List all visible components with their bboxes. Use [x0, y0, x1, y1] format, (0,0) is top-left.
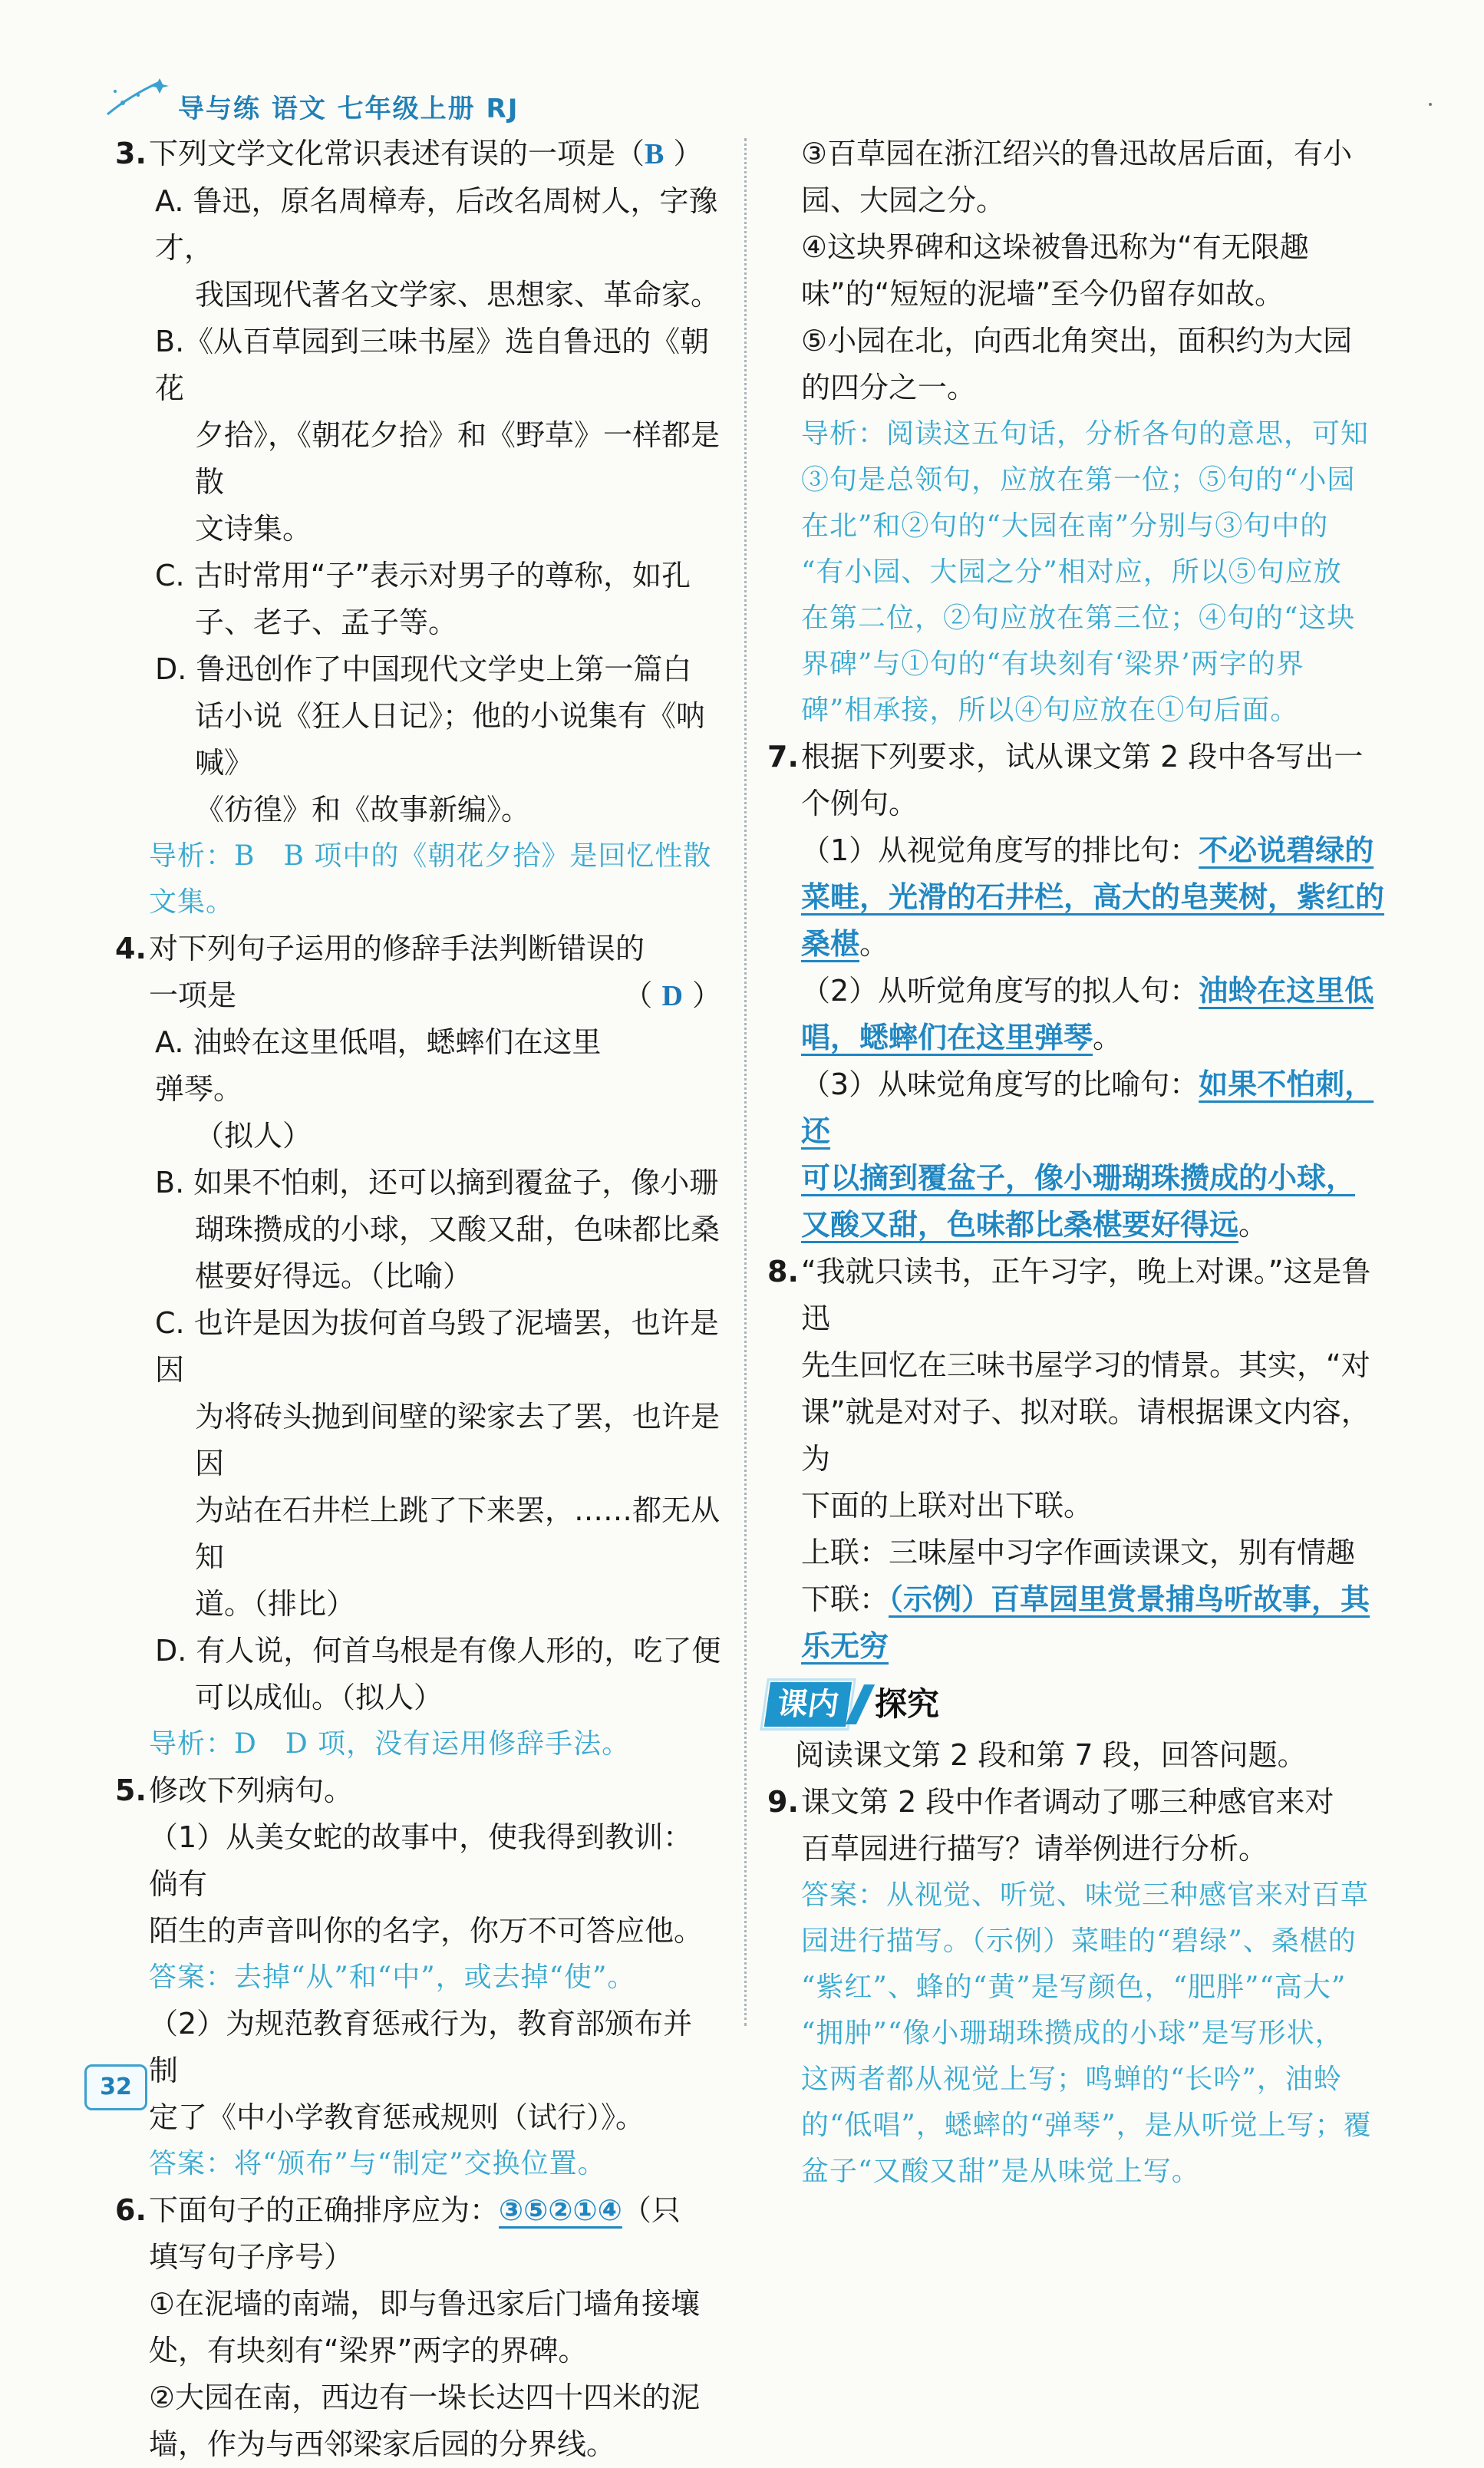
question-number: 4. [115, 932, 147, 965]
fill-answer: 油蛉在这里低 [1199, 974, 1374, 1008]
question-6 [115, 2187, 721, 2468]
option-a [155, 1019, 721, 1160]
sentence-line: 墙，作为与西邻梁家后园的分界线。 [149, 2427, 616, 2461]
option-line: 我国现代著名文学家、思想家、革命家。 [195, 278, 721, 312]
answer-paren: （ D ） [623, 978, 721, 1012]
fill-answer: 唱，蟋蟀们在这里弹琴 [801, 1021, 1093, 1054]
analysis-line: 导析：阅读这五句话，分析各句的意思，可知 [801, 418, 1370, 450]
analysis-line: 导析：D D 项，没有运用修辞手法。 [149, 1728, 631, 1760]
question-stem: 个例句。 [801, 787, 918, 820]
paren-close: ） [673, 137, 703, 170]
answer [801, 1872, 1393, 2195]
option-line: A. 鲁迅，原名周樟寿，后改名周树人，字豫才， [155, 184, 718, 265]
sentence-line: 处，有块刻有“梁界”两字的界碑。 [149, 2334, 588, 2367]
question-number: 8. [767, 1255, 799, 1288]
option-line: 道。（排比） [195, 1587, 356, 1621]
sub-question-line: 定了《中小学教育惩戒规则（试行）》。 [149, 2100, 645, 2134]
sub-question-2 [149, 2001, 721, 2187]
sentence-line: ③百草园在浙江绍兴的鲁迅故居后面，有小 [801, 137, 1353, 170]
section-title: 探究 [875, 1685, 940, 1723]
sentence-line: ①在泥墙的南端，即与鲁迅家后门墙角接壤 [149, 2287, 701, 2321]
option-line: D. 鲁迅创作了中国现代文学史上第一篇白 [155, 652, 692, 686]
question-4 [115, 926, 721, 1767]
section-header [767, 1681, 1393, 1727]
option-b [155, 1160, 721, 1300]
question-stem: 先生回忆在三味书屋学习的情景。其实，“对 [801, 1348, 1370, 1382]
question-stem: 填写句子序号） [149, 2240, 354, 2274]
page-header [107, 83, 519, 129]
option-line: 《彷徨》和《故事新编》。 [195, 793, 531, 827]
upper-couplet: 上联：三味屋中习字作画读课文，别有情趣 [801, 1536, 1356, 1569]
option-line: 为站在石井栏上跳了下来罢，……都无从知 [195, 1493, 721, 1574]
option-c [155, 553, 721, 646]
option-line: 为将砖头抛到间壁的梁家去了罢，也许是因 [195, 1400, 721, 1480]
answer-line: 这两者都从视觉上写；鸣蝉的“长吟”，油蛉 [801, 2064, 1342, 2095]
section-intro: 阅读课文第 2 段和第 7 段，回答问题。 [795, 1738, 1307, 1772]
analysis-line: ③句是总领句，应放在第一位；⑤句的“小园 [801, 464, 1356, 496]
fill-answer: 桑椹 [801, 927, 860, 961]
sub-question-line: （2）为规范教育惩戒行为，教育部颁布并制 [149, 2007, 693, 2087]
analysis-line: 文集。 [149, 886, 235, 918]
left-column [115, 130, 721, 2468]
question-number: 7. [767, 740, 799, 774]
column-divider [744, 138, 747, 2026]
question-number: 5. [115, 1773, 147, 1807]
sparkle-icon [100, 72, 176, 126]
sentence-line: 味”的“短短的泥墙”至今仍留存如故。 [801, 277, 1284, 311]
sub-question-1 [149, 1814, 721, 2001]
question-stem: 下面句子的正确排序应为： [149, 2193, 500, 2227]
margin-dot [1429, 103, 1432, 106]
fill-answer: （示例）百草园里赏景捕鸟听故事，其 [889, 1582, 1370, 1616]
question-3 [115, 130, 721, 926]
punctuation: 。 [859, 927, 889, 961]
answer-line: “紫红”、蜂的“黄”是写颜色，“肥胖”“高大” [801, 1971, 1347, 2003]
option-a [155, 178, 721, 318]
sub-question-label: （2）从听觉角度写的拟人句： [801, 974, 1199, 1008]
question-stem: 根据下列要求，试从课文第 2 段中各写出一 [801, 740, 1364, 774]
answer-line: 园进行描写。（示例）菜畦的“碧绿”、桑椹的 [801, 1925, 1357, 1957]
answer-line: 的“低唱”，蟋蟀的“弹琴”，是从听觉上写；覆 [801, 2110, 1372, 2141]
option-line: 可以成仙。（拟人） [195, 1681, 444, 1714]
question-stem: 课”就是对对子、拟对联。请根据课文内容，为 [801, 1395, 1370, 1476]
answer-line: 答案：去掉“从”和“中”，或去掉“使”。 [149, 1962, 636, 1993]
answer-line: 答案：从视觉、听觉、味觉三种感官来对百草 [801, 1879, 1370, 1911]
question-6-continued [767, 130, 1393, 734]
option-line: A. 油蛉在这里低唱，蟋蟀们在这里弹琴。 [155, 1025, 602, 1106]
section-badge: 课内 [764, 1682, 852, 1727]
option-line: B. 如果不怕刺，还可以摘到覆盆子，像小珊 [155, 1166, 719, 1199]
sub-question-label: （3）从味觉角度写的比喻句： [801, 1067, 1199, 1101]
option-line: 夕拾》，《朝花夕拾》和《野草》一样都是散 [195, 418, 721, 499]
sentence-line: 的四分之一。 [801, 371, 977, 404]
choice-answer: D [661, 980, 683, 1012]
option-b [155, 318, 721, 553]
option-line: D. 有人说，何首乌根是有像人形的，吃了便 [155, 1634, 721, 1668]
choice-answer: B [645, 138, 665, 170]
option-line: 椹要好得远。（比喻） [195, 1259, 473, 1293]
fill-answer: 可以摘到覆盆子，像小珊瑚珠攒成的小球， [801, 1161, 1356, 1195]
option-line: （拟人） [195, 1119, 312, 1153]
analysis-line: 碑”相承接，所以④句应放在①句后面。 [801, 695, 1299, 726]
sentence-line: ⑤小园在北，向西北角突出，面积约为大园 [801, 324, 1353, 358]
question-stem: 下列文学文化常识表述有误的一项是（ [149, 137, 645, 170]
option-d [155, 1628, 721, 1721]
question-number: 6. [115, 2193, 147, 2227]
question-8 [767, 1249, 1393, 1670]
option-line: 话小说《狂人日记》；他的小说集有《呐喊》 [195, 699, 706, 780]
analysis-line: 界碑”与①句的“有块刻有‘梁界’两字的界 [801, 648, 1304, 680]
page-number: 32 [84, 2064, 147, 2110]
header-title: 导与练 语文 七年级上册 RJ [178, 93, 519, 124]
question-7 [767, 734, 1393, 1249]
option-line: B.《从百草园到三味书屋》选自鲁迅的《朝花 [155, 325, 710, 405]
answer-line: 答案：将“颁布”与“制定”交换位置。 [149, 2148, 606, 2179]
answer-line: 盆子“又酸又甜”是从味觉上写。 [801, 2156, 1200, 2187]
option-line: C. 古时常用“子”表示对男子的尊称，如孔 [155, 559, 691, 592]
analysis [149, 833, 721, 926]
sentence-line: ④这块界碑和这垛被鲁迅称为“有无限趣 [801, 230, 1309, 264]
question-stem: “我就只读书，正午习字，晚上对课。”这是鲁迅 [801, 1255, 1371, 1335]
sub-question-line: 陌生的声音叫你的名字，你万不可答应他。 [149, 1914, 704, 1948]
analysis-line: 在第二位，②句应放在第三位；④句的“这块 [801, 602, 1356, 634]
question-number: 9. [767, 1785, 799, 1819]
fill-answer: ③⑤②①④ [499, 2193, 622, 2227]
answer-line: “拥肿”“像小珊瑚珠攒成的小球”是写形状， [801, 2018, 1344, 2049]
sentence-line: ②大园在南，西边有一垛长达四十四米的泥 [149, 2381, 701, 2414]
punctuation: 。 [1093, 1021, 1123, 1054]
sub-question-label: （1）从视觉角度写的排比句： [801, 833, 1199, 867]
question-5 [115, 1767, 721, 2187]
punctuation: 。 [1238, 1208, 1268, 1242]
option-line: 子、老子、孟子等。 [195, 605, 458, 639]
option-line: C. 也许是因为拔何首乌毁了泥墙罢，也许是因 [155, 1306, 719, 1387]
question-stem: 一项是 [149, 978, 237, 1012]
option-d [155, 646, 721, 833]
fill-answer: 乐无穷 [801, 1629, 889, 1663]
fill-answer: 不必说碧绿的 [1199, 833, 1374, 867]
fill-answer: 又酸又甜，色味都比桑椹要好得远 [801, 1208, 1239, 1242]
right-column [767, 130, 1393, 2195]
question-9 [767, 1779, 1393, 2195]
question-stem: 下面的上联对出下联。 [801, 1489, 1093, 1523]
lower-couplet-label: 下联： [801, 1582, 889, 1616]
fill-answer: 如果不怕刺，还 [801, 1067, 1374, 1148]
question-stem: 对下列句子运用的修辞手法判断错误的 [149, 932, 645, 965]
question-stem: 百草园进行描写？请举例进行分析。 [801, 1832, 1268, 1866]
sentence-line: 园、大园之分。 [801, 183, 1006, 217]
option-c [155, 1300, 721, 1628]
option-line: 瑚珠攒成的小球，又酸又甜，色味都比桑 [195, 1213, 721, 1246]
question-number: 3. [115, 137, 147, 170]
analysis-line: “有小园、大园之分”相对应，所以⑤句应放 [801, 556, 1342, 588]
question-stem: 课文第 2 段中作者调动了哪三种感官来对 [801, 1785, 1334, 1819]
analysis-line: 在北”和②句的“大园在南”分别与③句中的 [801, 510, 1329, 542]
fill-answer: 菜畦，光滑的石井栏，高大的皂荚树，紫红的 [801, 880, 1385, 914]
option-line: 文诗集。 [195, 512, 312, 546]
analysis [801, 411, 1393, 734]
question-stem: 修改下列病句。 [149, 1773, 354, 1807]
analysis-line: 导析：B B 项中的《朝花夕拾》是回忆性散 [149, 840, 712, 872]
analysis [149, 1721, 721, 1767]
sub-question-line: （1）从美女蛇的故事中，使我得到教训：倘有 [149, 1820, 693, 1901]
question-stem: （只 [622, 2193, 681, 2227]
